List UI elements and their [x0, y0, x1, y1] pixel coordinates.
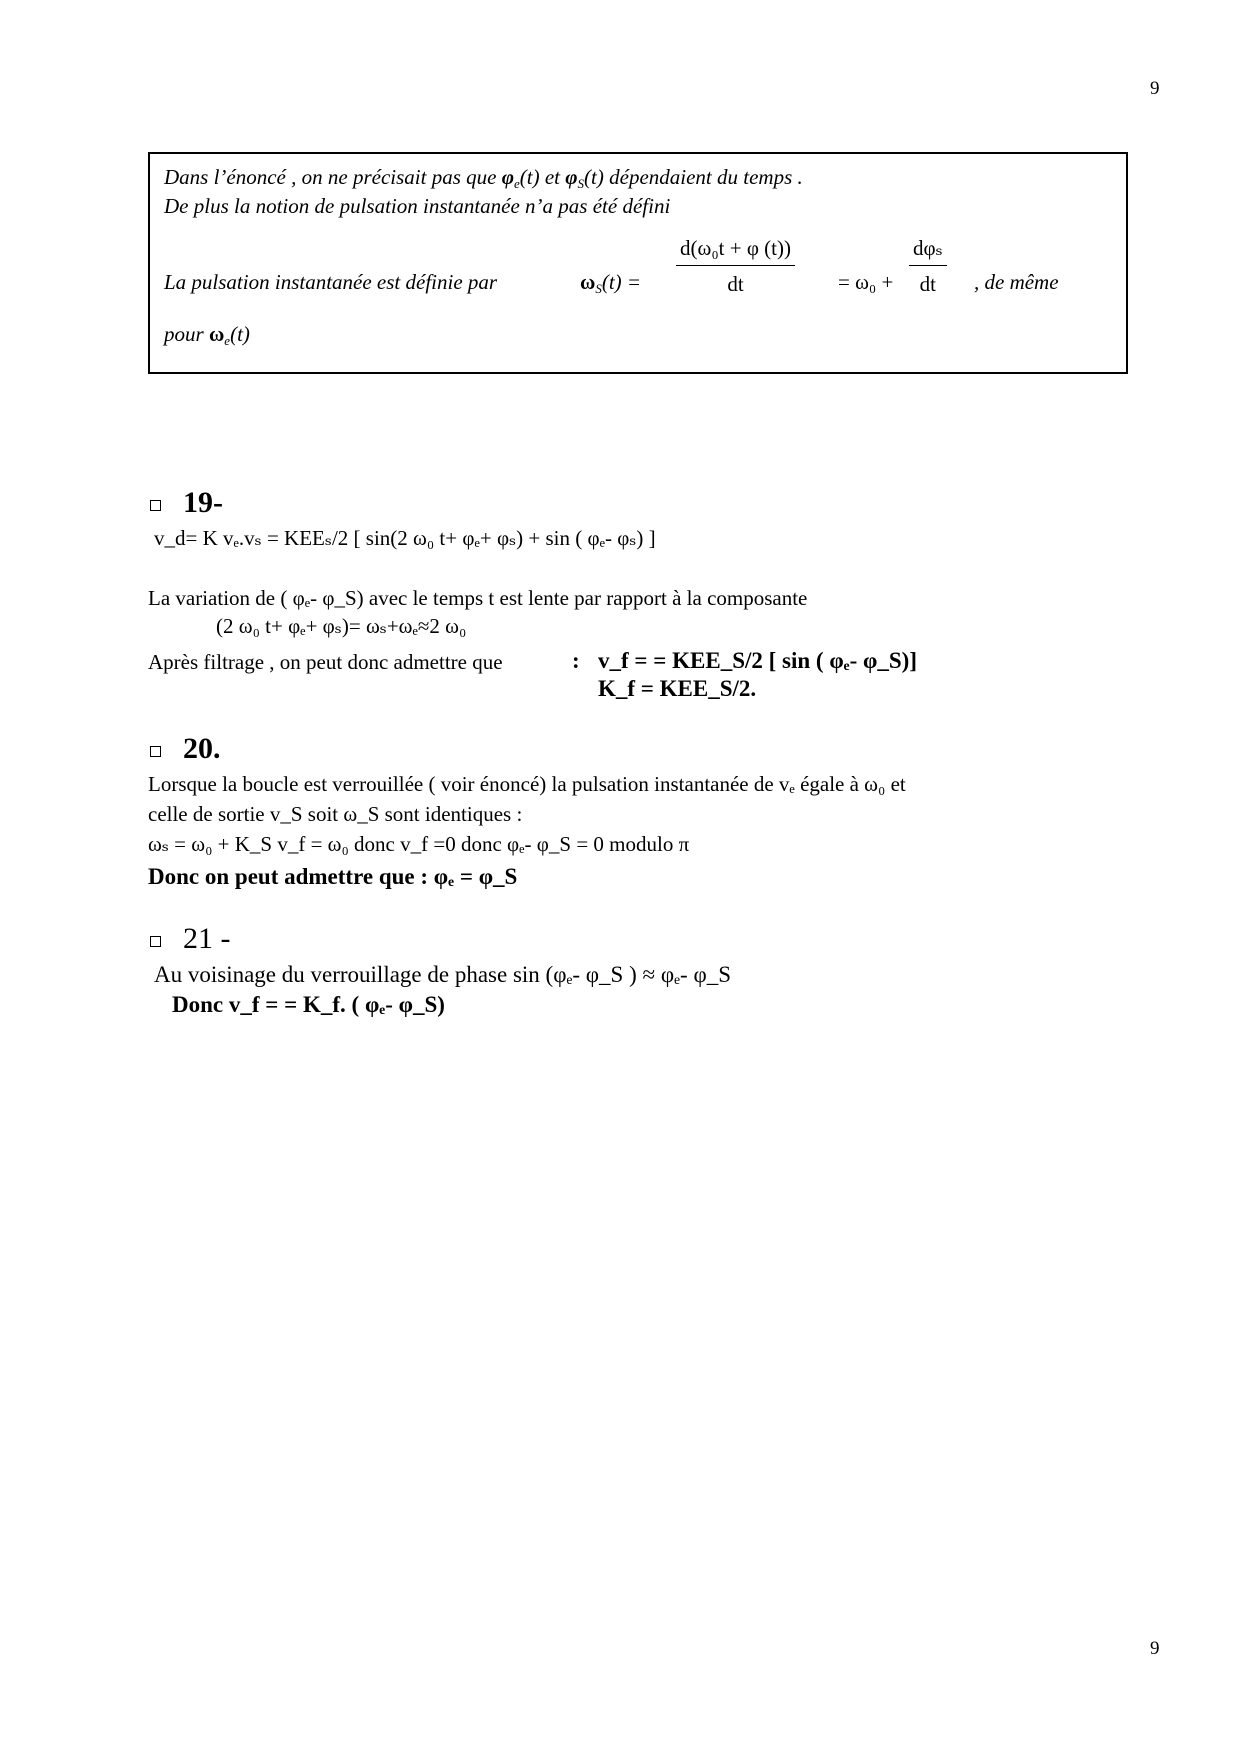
checkbox-bullet-icon: [150, 936, 161, 947]
fraction-1: [676, 236, 795, 297]
fraction-2: [909, 236, 947, 297]
box-line-3-text-a: La pulsation instantanée est définie par: [164, 270, 498, 294]
q20-paragraph-3: ωₛ = ω₀ + K_S v_f = ω₀ donc v_f =0 donc φₑ- φ_S = 0 modulo π: [148, 832, 690, 856]
checkbox-bullet-icon: [150, 746, 161, 757]
fraction-1-numerator: d(ω₀t + φ (t)): [676, 236, 795, 266]
box-line-1-text-b: (t) et: [519, 165, 566, 189]
fraction-2-denominator: dt: [919, 272, 937, 296]
box-line-4-text-b: (t): [230, 322, 250, 346]
q21-heading: [150, 922, 231, 956]
omega-symbol: ω: [580, 270, 596, 294]
box-line-3: [164, 270, 497, 295]
q21-conclusion: Donc v_f = = K_f. ( φₑ- φ_S): [172, 992, 445, 1017]
q19-result-2: K_f = KEE_S/2.: [598, 676, 757, 701]
omega-sub-s: S: [595, 281, 602, 296]
page-number-top: 9: [1150, 78, 1160, 99]
equals-omega0: = ω₀ +: [838, 270, 894, 294]
box-line-1-text-c: (t) dépendaient du temps .: [584, 165, 803, 189]
box-line-4: [164, 322, 250, 347]
box-line-1-text-a: Dans l’énoncé , on ne précisait pas que: [164, 165, 502, 189]
box-line-3-end: , de même: [974, 270, 1059, 294]
q19-paragraph-2: (2 ω₀ t+ φₑ+ φₛ)= ωₛ+ωₑ≈2 ω₀: [216, 614, 467, 638]
q19-result-1: v_f = = KEE_S/2 [ sin ( φₑ- φ_S)]: [598, 648, 918, 673]
box-line-4-text-a: pour: [164, 322, 209, 346]
sub-e: e: [513, 176, 520, 191]
sub-s: S: [577, 176, 585, 191]
q19-paragraph-3: Après filtrage , on peut donc admettre que: [148, 650, 503, 674]
q21-paragraph-1: Au voisinage du verrouillage de phase sin (φₑ- φ_S ) ≈ φₑ- φ_S: [154, 962, 732, 987]
box-line-2: De plus la notion de pulsation instantanée n’a pas été défini: [164, 194, 671, 218]
page-number-bottom: 9: [1150, 1638, 1160, 1659]
checkbox-bullet-icon: [150, 500, 161, 511]
q19-heading: [150, 486, 223, 520]
q19-equation: v_d= K vₑ.vₛ = KEEₛ/2 [ sin(2 ω₀ t+ φₑ+ φₛ) + sin ( φₑ- φₛ) ]: [154, 526, 656, 550]
q20-conclusion: Donc on peut admettre que : φₑ = φ_S: [148, 864, 518, 889]
q19-paragraph-1: La variation de ( φₑ- φ_S) avec le temps t est lente par rapport à la composante: [148, 586, 808, 610]
phi-symbol-2: φ: [565, 165, 578, 189]
q19-number: 19-: [183, 486, 223, 519]
omega-symbol-2: ω: [208, 322, 225, 346]
omega-s-label: [580, 270, 641, 295]
fraction-2-numerator: dφₛ: [909, 236, 947, 266]
omega-s-equals: (t) =: [601, 270, 642, 294]
q20-paragraph-1: Lorsque la boucle est verrouillée ( voir énoncé) la pulsation instantanée de vₑ égale à ω₀ et: [148, 772, 906, 796]
definition-box: [148, 152, 1128, 374]
q20-paragraph-2: celle de sortie v_S soit ω_S sont identiques :: [148, 802, 523, 826]
q20-number: 20.: [183, 732, 221, 765]
fraction-1-denominator: dt: [727, 272, 744, 296]
q19-colon: :: [572, 648, 580, 673]
q21-number: 21 -: [183, 922, 231, 955]
omega-sub-e: e: [224, 333, 231, 348]
box-line-1: [164, 165, 803, 190]
q20-heading: [150, 732, 221, 766]
phi-symbol: φ: [501, 165, 514, 189]
